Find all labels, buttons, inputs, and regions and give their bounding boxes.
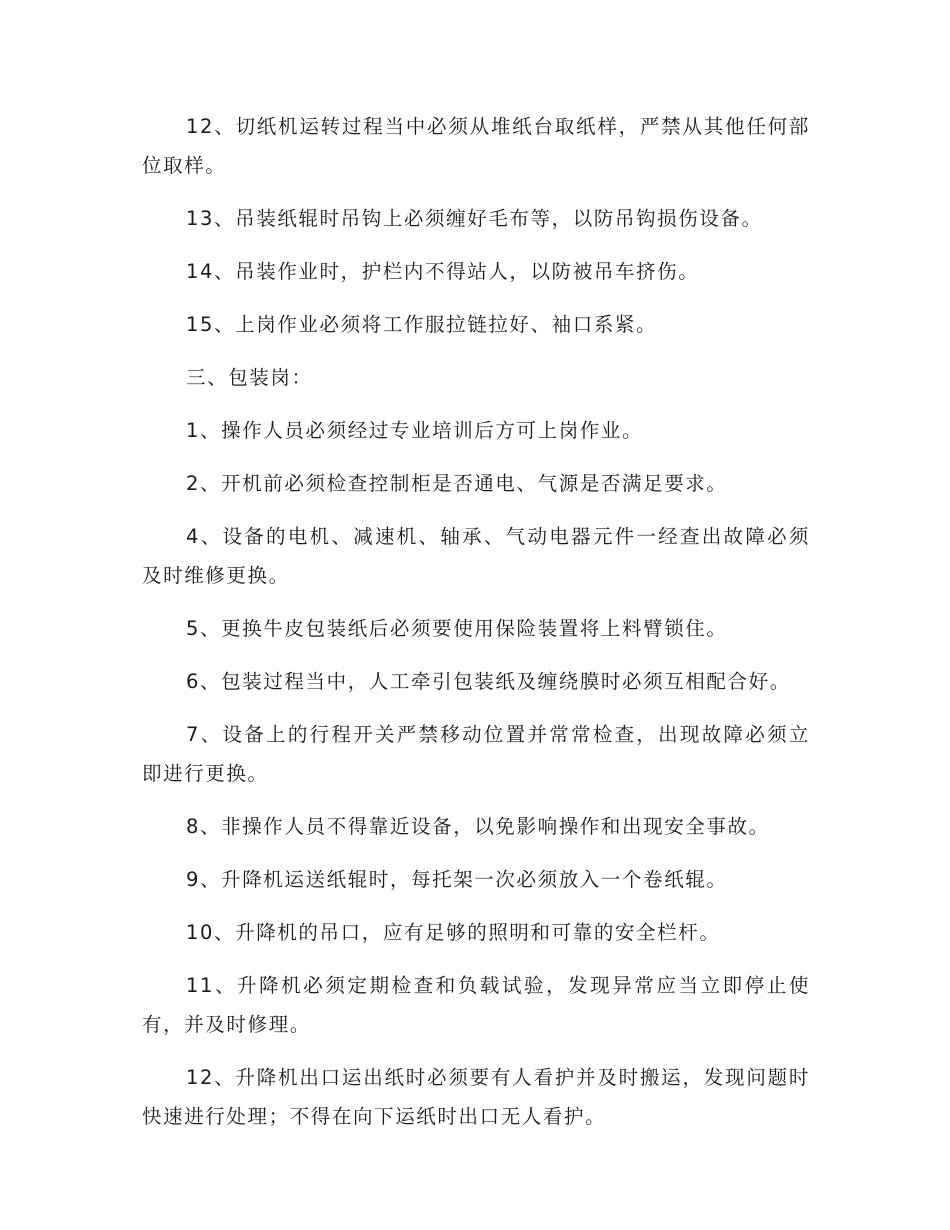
paragraph-item-15-workwear: 15、上岗作业必须将工作服拉链拉好、袖口系紧。: [186, 313, 658, 336]
paragraph-item-13-hook-wrap: 13、吊装纸辊时吊钩上必须缠好毛布等，以防吊钩损伤设备。: [186, 207, 763, 230]
paragraph-item-4-equipment-repair: 4、设备的电机、减速机、轴承、气动电器元件一经查出故障必须及时维修更换。: [142, 525, 810, 587]
paragraph-item-12-cutter-sample: 12、切纸机运转过程当中必须从堆纸台取纸样，严禁从其他任何部位取样。: [142, 115, 810, 177]
section-heading-packaging: 三、包装岗：: [186, 366, 313, 389]
paragraph-item-8-non-operators: 8、非操作人员不得靠近设备，以免影响操作和出现安全事故。: [186, 815, 770, 838]
paragraph-item-7-limit-switch: 7、设备上的行程开关严禁移动位置并常常检查，出现故障必须立即进行更换。: [142, 723, 810, 785]
document-body: [142, 107, 810, 1136]
paragraph-item-6-cooperation: 6、包装过程当中，人工牵引包装纸及缠绕膜时必须互相配合好。: [186, 670, 791, 693]
paragraph-item-11-lift-inspection: 11、升降机必须定期检查和负载试验，发现异常应当立即停止使有，并及时修理。: [142, 974, 810, 1036]
paragraph-item-5-kraft-paper: 5、更换牛皮包装纸后必须要使用保险装置将上料臂锁住。: [186, 617, 728, 640]
paragraph-item-9-lift-rolls: 9、升降机运送纸辊时，每托架一次必须放入一个卷纸辊。: [186, 868, 728, 891]
paragraph-item-1-training: 1、操作人员必须经过专业培训后方可上岗作业。: [186, 419, 644, 442]
paragraph-item-12-lift-exit: 12、升降机出口运出纸时必须要有人看护并及时搬运，发现问题时快速进行处理；不得在向下运纸时出口无人看护。: [142, 1066, 810, 1128]
paragraph-item-2-startup-check: 2、开机前必须检查控制柜是否通电、气源是否满足要求。: [186, 472, 728, 495]
paragraph-item-14-guardrail: 14、吊装作业时，护栏内不得站人，以防被吊车挤伤。: [186, 260, 700, 283]
paragraph-item-10-lift-opening: 10、升降机的吊口，应有足够的照明和可靠的安全栏杆。: [186, 921, 721, 944]
